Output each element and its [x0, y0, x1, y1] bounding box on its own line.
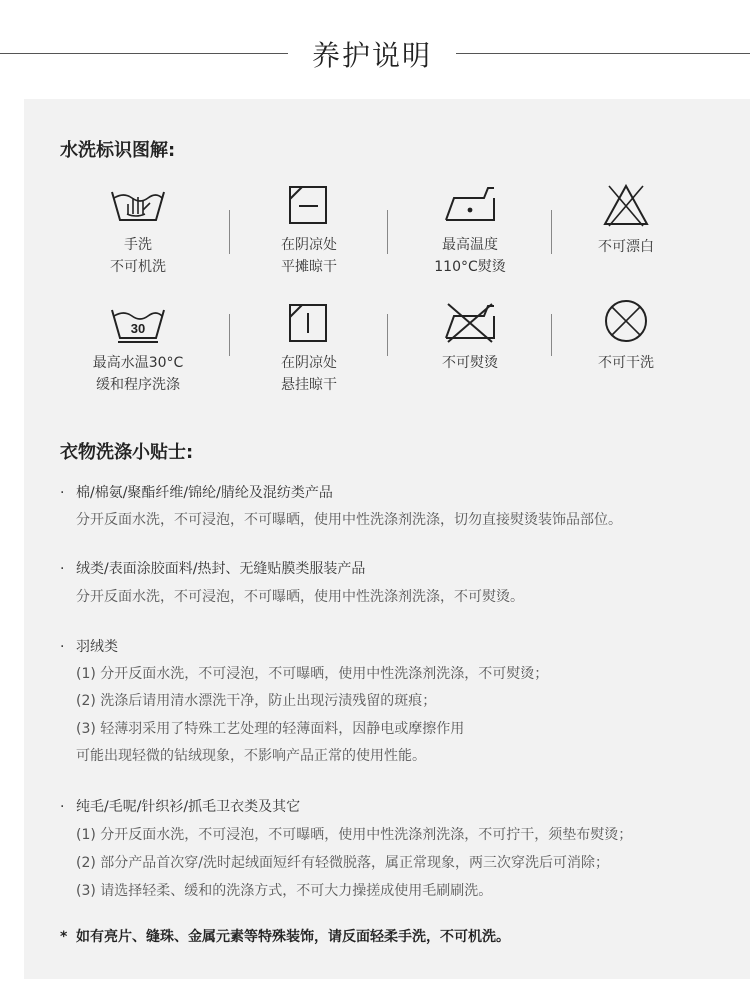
- do-not-iron-icon: [440, 300, 500, 344]
- note-text: 如有亮片、缝珠、金属元素等特殊装饰，请反面轻柔手洗，不可机洗。: [76, 929, 510, 945]
- symbol-label-line2: 悬挂晾干: [281, 377, 337, 393]
- divider: [387, 210, 388, 254]
- iron-110-icon: [440, 184, 500, 226]
- symbol-label-line1: 最高水温30°C: [92, 355, 184, 371]
- hand-wash-icon: [108, 184, 168, 226]
- tip-title-text: 羽绒类: [76, 639, 118, 655]
- wash-30-icon: [108, 302, 168, 344]
- tip-line: (2) 部分产品首次穿/洗时起绒面短纤有轻微脱落，属正常现象，两三次穿洗后可消除；: [76, 855, 609, 871]
- symbol-label-line2: 不可机洗: [110, 259, 166, 275]
- symbol-line-dry-shade: [229, 302, 389, 396]
- tip-line: 可能出现轻微的钻绒现象，不影响产品正常的使用性能。: [76, 748, 426, 764]
- page-title: 养护说明: [311, 39, 432, 72]
- bullet-dot: ·: [60, 561, 65, 577]
- symbol-label-line2: 110°C熨烫: [434, 259, 506, 275]
- do-not-dry-clean-icon: [603, 298, 649, 344]
- symbol-label-line1: 在阴凉处: [281, 355, 337, 371]
- symbol-no-iron: [390, 300, 550, 374]
- line-dry-in-shade-icon: [287, 302, 331, 344]
- symbol-wash-30: [58, 302, 218, 396]
- tip-title-text: 纯毛/毛呢/针织衫/抓毛卫衣类及其它: [76, 799, 301, 815]
- symbol-label-line1: 不可干洗: [598, 355, 654, 371]
- symbol-label-line1: 在阴凉处: [281, 237, 337, 253]
- tip-line: (2) 洗涤后请用清水漂洗干净，防止出现污渍残留的斑痕；: [76, 693, 437, 709]
- header-rule-left: [0, 53, 288, 54]
- symbol-label-line1: 不可熨烫: [442, 355, 498, 371]
- symbol-no-bleach: [546, 182, 706, 258]
- tip-line: 分开反面水洗，不可浸泡，不可曝晒，使用中性洗涤剂洗涤，不可熨烫。: [76, 589, 524, 605]
- tip-line: (1) 分开反面水洗，不可浸泡，不可曝晒，使用中性洗涤剂洗涤，不可拧干，须垫布熨烫；: [76, 827, 633, 843]
- washing-tips-title: 衣物洗涤小贴士:: [60, 442, 194, 463]
- symbol-label-line2: 缓和程序洗涤: [96, 377, 180, 393]
- tip-item-title: [60, 636, 118, 658]
- tip-line: (1) 分开反面水洗，不可浸泡，不可曝晒，使用中性洗涤剂洗涤，不可熨烫；: [76, 666, 549, 682]
- tip-title-text: 绒类/表面涂胶面料/热封、无缝贴膜类服装产品: [76, 561, 366, 577]
- symbol-label-line2: 平摊晾干: [281, 259, 337, 275]
- symbol-label-line1: 最高温度: [442, 237, 498, 253]
- wash-temp-label: 30: [130, 321, 146, 336]
- dry-flat-in-shade-icon: [287, 184, 331, 226]
- symbol-iron-110: [390, 184, 550, 278]
- do-not-bleach-icon: [601, 182, 651, 228]
- section-header: [0, 28, 750, 80]
- symbol-hand-wash: [58, 184, 218, 278]
- symbol-dry-flat-shade: [229, 184, 389, 278]
- symbol-label-line1: 不可漂白: [598, 239, 654, 255]
- tip-line: 分开反面水洗，不可浸泡，不可曝晒，使用中性洗涤剂洗涤，切勿直接熨烫装饰品部位。: [76, 512, 622, 528]
- bullet-dot: ·: [60, 799, 65, 815]
- tip-item-title: [60, 558, 365, 580]
- note-asterisk: *: [60, 929, 68, 945]
- divider: [387, 314, 388, 356]
- header-rule-right: [456, 53, 750, 54]
- tip-line: (3) 轻薄羽采用了特殊工艺处理的轻薄面料，因静电或摩擦作用: [76, 721, 465, 737]
- bullet-dot: ·: [60, 639, 65, 655]
- tip-title-text: 棉/棉氨/聚酯纤维/锦纶/腈纶及混纺类产品: [76, 485, 333, 501]
- symbol-label-line1: 手洗: [124, 237, 152, 253]
- bullet-dot: ·: [60, 485, 65, 501]
- wash-symbols-title: 水洗标识图解:: [60, 140, 176, 161]
- symbol-no-dry-clean: [546, 298, 706, 374]
- special-decoration-note: [60, 926, 510, 948]
- tip-line: (3) 请选择轻柔、缓和的洗涤方式，不可大力操搓成使用毛刷刷洗。: [76, 883, 493, 899]
- tip-item-title: [60, 796, 300, 818]
- tip-item-title: [60, 482, 333, 504]
